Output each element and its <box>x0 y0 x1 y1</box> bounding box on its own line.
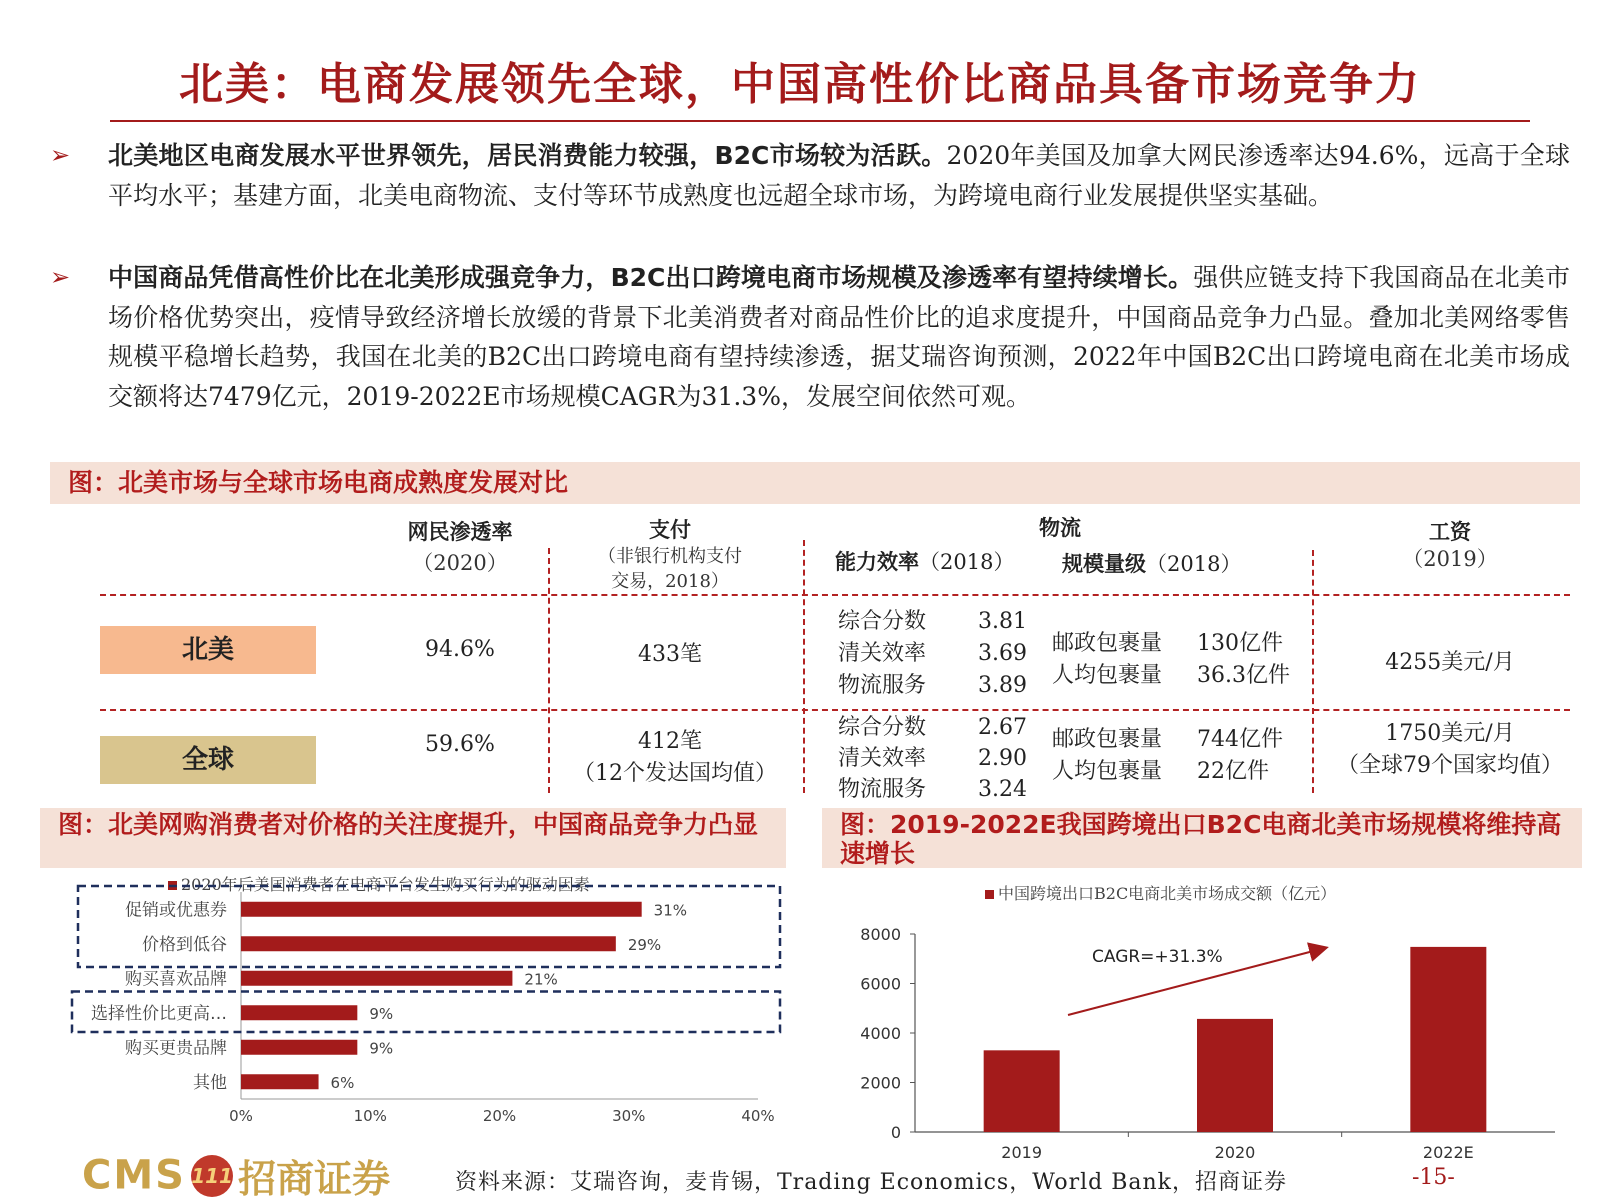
global-payment: 412笔 <box>638 729 702 754</box>
bar <box>241 1005 357 1020</box>
bullet-2 <box>50 258 1570 416</box>
bar-value-label: 29% <box>627 935 662 954</box>
na-scale <box>1052 628 1312 692</box>
bar-value-label: 31% <box>653 901 688 920</box>
header-efficiency-year: （2018） <box>919 550 1015 574</box>
global-scale <box>1052 724 1312 788</box>
bar <box>241 936 616 951</box>
driver-factors-chart <box>0 880 800 1150</box>
na-eff-val: 3.69 <box>978 641 1027 666</box>
category-label: 选择性价比更高… <box>91 1003 227 1024</box>
global-scale-val: 22亿件 <box>1197 759 1269 784</box>
bar-value-label: 9% <box>369 1039 394 1058</box>
arrow-bullet-icon: ➢ <box>50 263 71 291</box>
y-tick-label: 0 <box>890 1123 901 1142</box>
global-payment-note: （12个发达国均值） <box>573 761 777 786</box>
global-wage-note: （全球79个国家均值） <box>1337 753 1563 778</box>
global-scale-key: 人均包裹量 <box>1052 759 1163 784</box>
highlight-box-promotions <box>78 886 780 967</box>
bar <box>1197 1019 1273 1132</box>
header-efficiency-label: 能力效率 <box>835 550 919 574</box>
x-tick-label: 30% <box>612 1107 646 1125</box>
column-divider <box>1312 550 1314 793</box>
header-wage-year: （2019） <box>1402 547 1498 571</box>
left-chart-title: 2020年后美国消费者在电商平台发生购买行为的驱动因素 <box>181 875 590 894</box>
na-eff-val: 3.81 <box>978 609 1027 634</box>
na-eff-key: 清关效率 <box>838 641 927 666</box>
x-tick-label: 20% <box>482 1107 517 1125</box>
global-eff-val: 3.24 <box>978 777 1027 802</box>
bullet-1-bold: 北美地区电商发展水平世界领先，居民消费能力较强，B2C市场较为活跃。 <box>108 141 947 170</box>
x-tick-label: 2022E <box>1422 1143 1474 1162</box>
category-label: 购买喜欢品牌 <box>125 969 227 990</box>
arrow-bullet-icon: ➢ <box>50 141 71 169</box>
global-eff-val: 2.90 <box>978 746 1027 771</box>
global-eff-key: 物流服务 <box>838 777 927 802</box>
x-tick-label: 2020 <box>1214 1143 1256 1162</box>
y-tick-label: 2000 <box>860 1073 901 1093</box>
bullet-1 <box>50 136 1570 215</box>
x-tick-label: 2019 <box>1001 1143 1043 1162</box>
bullet-2-text: 强供应链支持下我国商品在北美市场价格优势突出，疫情导致经济增长放缓的背景下北美消费者对商品性价比的追求度提升，中国商品竞争力凸显。叠加北美网络零售规模平稳增长趋势，我国在北美的B2C出口跨境电商有望持续渗透，据艾瑞咨询预测，2022年中国B2C出口跨境电商在北美市场成交额将达7479亿元，2019-2022E市场规模CAGR为31.3%，发展空间依然可观。 <box>108 263 1570 411</box>
bar <box>241 971 512 986</box>
na-eff-val: 3.89 <box>978 673 1027 698</box>
column-divider <box>548 548 550 793</box>
global-eff-key: 清关效率 <box>838 746 927 771</box>
global-eff-val: 2.67 <box>978 715 1027 740</box>
right-figure-title: 图：2019-2022E我国跨境出口B2C电商北美市场规模将维持高速增长 <box>822 808 1582 868</box>
header-penetration-year: （2020） <box>412 551 508 575</box>
x-tick-label: 40% <box>741 1107 775 1125</box>
na-scale-key: 邮政包裹量 <box>1052 631 1163 656</box>
header-payment: 支付 <box>649 518 691 542</box>
na-eff-key: 物流服务 <box>838 673 927 698</box>
global-efficiency <box>838 712 1038 805</box>
global-penetration: 59.6% <box>425 732 495 757</box>
bar-value-label: 21% <box>524 970 558 989</box>
company-logo <box>82 1148 391 1201</box>
left-figure-title: 图：北美网购消费者对价格的关注度提升，中国商品竞争力凸显 <box>40 808 786 868</box>
global-scale-val: 744亿件 <box>1197 727 1283 752</box>
category-label: 促销或优惠券 <box>125 900 227 921</box>
bar <box>984 1050 1060 1132</box>
bar <box>1410 947 1486 1132</box>
header-wage: 工资 <box>1429 520 1471 544</box>
bar <box>241 1040 357 1055</box>
header-scale-label: 规模量级 <box>1062 552 1146 576</box>
logo-cms: CMS <box>82 1152 186 1199</box>
page-number: -15- <box>1412 1165 1455 1190</box>
bullet-2-bold: 中国商品凭借高性价比在北美形成强竞争力，B2C出口跨境电商市场规模及渗透率有望持续增长。 <box>108 263 1194 292</box>
global-eff-key: 综合分数 <box>838 715 927 740</box>
logo-badge-icon: 111 <box>191 1155 233 1197</box>
table-divider <box>100 709 1570 711</box>
row-label-north-america: 北美 <box>100 626 316 674</box>
x-tick-label: 0% <box>229 1107 253 1125</box>
source-note: 资料来源：艾瑞咨询，麦肯锡，Trading Economics，World Bank，招商证券 <box>455 1170 1287 1195</box>
category-label: 购买更贵品牌 <box>125 1038 227 1059</box>
header-scale-year: （2018） <box>1146 552 1242 576</box>
header-logistics: 物流 <box>1039 516 1081 540</box>
title-divider <box>110 120 1530 122</box>
header-payment-note-2: 交易，2018） <box>611 571 729 592</box>
bar-value-label: 9% <box>369 1004 394 1023</box>
na-scale-key: 人均包裹量 <box>1052 663 1163 688</box>
na-payment: 433笔 <box>638 642 702 667</box>
cagr-annotation: CAGR=+31.3% <box>1092 947 1223 967</box>
na-scale-val: 130亿件 <box>1197 631 1283 656</box>
column-divider <box>803 540 805 793</box>
na-efficiency <box>838 606 1038 702</box>
na-wage: 4255美元/月 <box>1385 650 1515 675</box>
right-chart-title: 中国跨境出口B2C电商北美市场成交额（亿元） <box>998 884 1337 903</box>
legend-swatch <box>985 890 994 899</box>
row-label-global: 全球 <box>100 736 316 784</box>
y-tick-label: 8000 <box>860 925 901 944</box>
bar <box>241 1074 319 1089</box>
y-tick-label: 6000 <box>860 974 901 994</box>
global-wage: 1750美元/月 <box>1385 721 1515 746</box>
na-penetration: 94.6% <box>425 637 495 662</box>
comparison-figure-title: 图：北美市场与全球市场电商成熟度发展对比 <box>50 462 1580 504</box>
x-tick-label: 10% <box>353 1107 387 1125</box>
header-payment-note-1: （非银行机构支付 <box>598 546 742 567</box>
header-efficiency <box>835 546 1035 576</box>
table-divider <box>100 594 1570 596</box>
global-scale-key: 邮政包裹量 <box>1052 727 1163 752</box>
logo-company-name: 招商证券 <box>238 1157 391 1201</box>
bullet-1-text: 2020年美国及加拿大网民渗透率达94.6%，远高于全球平均水平；基建方面，北美电商物流、支付等环节成熟度也远超全球市场，为跨境电商行业发展提供坚实基础。 <box>108 141 1570 210</box>
bar <box>241 902 642 917</box>
y-tick-label: 4000 <box>860 1024 901 1043</box>
category-label: 其他 <box>193 1072 227 1093</box>
header-scale <box>1062 548 1282 578</box>
page-title: 北美：电商发展领先全球，中国高性价比商品具备市场竞争力 <box>179 59 1421 110</box>
market-size-chart <box>820 900 1580 1170</box>
bar-value-label: 6% <box>330 1073 355 1092</box>
header-penetration: 网民渗透率 <box>407 520 513 544</box>
na-eff-key: 综合分数 <box>838 609 927 634</box>
na-scale-val: 36.3亿件 <box>1197 663 1290 688</box>
category-label: 价格到低谷 <box>142 934 227 955</box>
